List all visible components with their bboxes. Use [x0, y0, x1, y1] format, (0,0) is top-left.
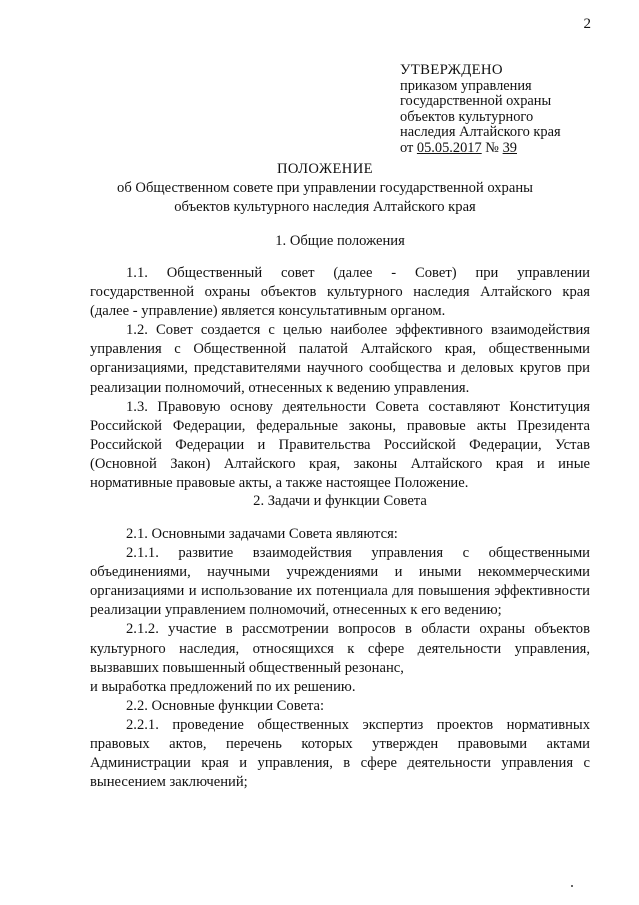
paragraph: 1.1. Общественный совет (далее - Совет) при управлении государственной охраны объектов культурного наследия Алтайского края (далее - управление) является консультативным органом. — [90, 265, 590, 320]
paragraph: 2.2. Основные функции Совета: — [126, 697, 325, 714]
approval-date: 05.05.2017 — [416, 139, 482, 156]
approval-date-line — [400, 141, 610, 157]
title-main: ПОЛОЖЕНИЕ — [276, 161, 373, 177]
approval-line: приказом управления — [400, 77, 532, 94]
document-title — [90, 160, 560, 217]
paragraph: 1.3. Правовую основу деятельности Совета составляют Конституция Российской Федерации, федеральные законы, правовые акты Президента Российской Федерации и Правительства Российской Федерации, Устав (Основной Закон) Алтайского края, законы Алтайского края и иные нормативные правовые акты, а также настоящее Положение. — [90, 398, 590, 492]
approval-line: объектов культурного — [400, 108, 534, 125]
scan-speck — [571, 885, 573, 887]
approval-line: наследия Алтайского края — [400, 124, 561, 140]
number-prefix: № — [481, 139, 503, 156]
paragraph: 1.2. Совет создается с целью наиболее эффективного взаимодействия управления с Общественной палатой Алтайского края, общественными организациями, представителями научного сообщества и деловых кругов при реализации полномочий, отнесенных к ведению управления. — [90, 322, 590, 396]
section-2-body — [90, 525, 590, 792]
section-heading-1: 1. Общие положения — [275, 233, 405, 249]
paragraph: 2.1.1. развитие взаимодействия управления с общественными объединениями, научными учреждениями и иными некоммерческими организациями и использование их потенциала для повышения эффективности реализации управлением полномочий, отнесенных к его ведению; — [90, 545, 590, 619]
approval-line: государственной охраны — [400, 93, 552, 109]
title-line: объектов культурного наследия Алтайского края — [174, 199, 476, 215]
approval-number: 39 — [502, 139, 517, 156]
approval-block — [400, 63, 610, 156]
approval-stamp: УТВЕРЖДЕНО — [400, 62, 503, 78]
paragraph: и выработка предложений по их решению. — [90, 678, 356, 695]
title-line: об Общественном совете при управлении государственной охраны — [117, 180, 533, 196]
page-number: 2 — [583, 16, 591, 32]
section-heading-2: 2. Задачи и функции Совета — [253, 493, 427, 509]
paragraph: 2.1.2. участие в рассмотрении вопросов в области охраны объектов культурного наследия, относящихся к сфере деятельности управления, вызвавших повышенный общественный резонанс, — [90, 621, 590, 676]
paragraph: 2.2.1. проведение общественных экспертиз проектов нормативных правовых актов, перечень которых утвержден правовыми актами Администрации края и управления, в сфере деятельности управления с вынесением заключений; — [90, 716, 590, 791]
paragraph: 2.1. Основными задачами Совета являются: — [126, 526, 398, 542]
section-1-body — [90, 264, 590, 493]
date-prefix: от — [400, 139, 417, 156]
